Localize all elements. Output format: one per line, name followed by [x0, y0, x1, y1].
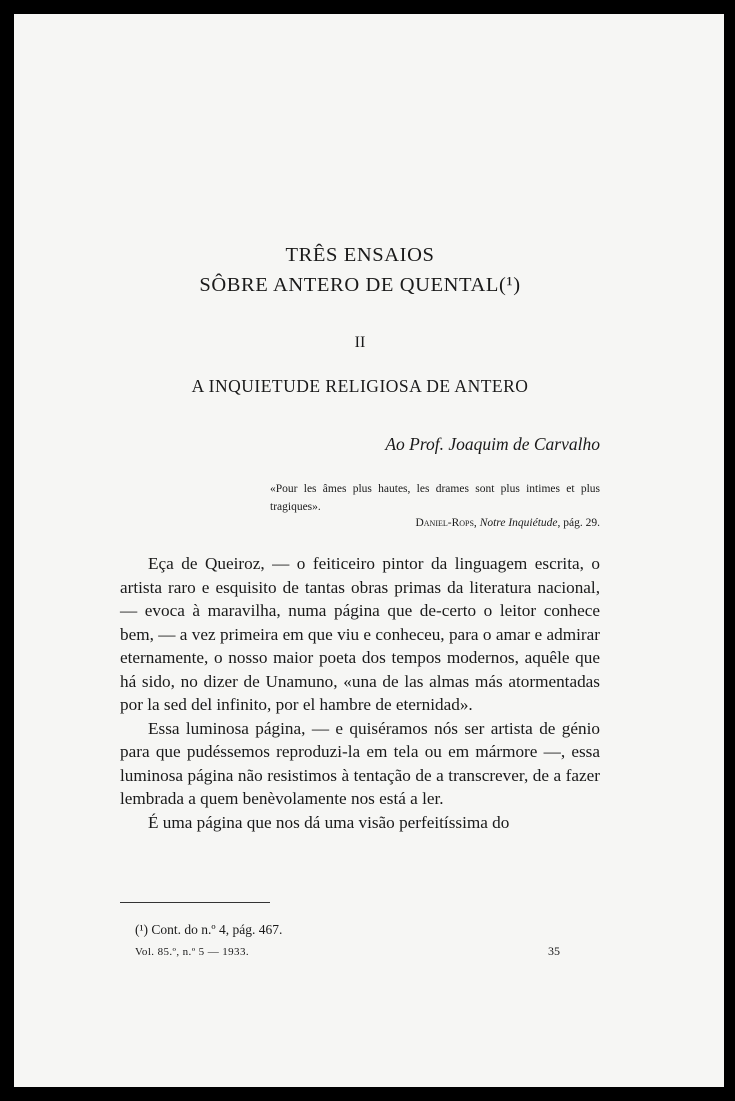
page-number: 35	[548, 944, 560, 958]
paragraph: Eça de Queiroz, — o feiticeiro pintor da linguagem escrita, o artista raro e esquisito de tantas obras primas da literatura nacional, — evoca à maravilha, numa página que de-certo o leitor conhece bem, — a vez primeira em que viu e conheceu, para o amar e admirar eternamente, o nosso maior poeta dos tempos modernos, aquêle que há sido, no dizer de Unamuno, «una de las almas más atormentadas por la sed del infinito, por el hambre de eternidad».	[120, 554, 600, 714]
dedication: Ao Prof. Joaquim de Carvalho	[385, 434, 600, 454]
document-page	[14, 14, 724, 1087]
footnote: (¹) Cont. do n.º 4, pág. 467.	[135, 922, 283, 937]
part-number: II	[354, 334, 366, 351]
chapter-subtitle: A INQUIETUDE RELIGIOSA DE ANTERO	[191, 376, 529, 396]
epigraph-page: , pág. 29.	[557, 517, 600, 529]
footnote-divider	[120, 902, 270, 903]
volume-info: Vol. 85.º, n.º 5 — 1933.	[135, 946, 250, 958]
epigraph-quote: «Pour les âmes plus hautes, les drames sont plus intimes et plus tragiques».	[270, 483, 600, 513]
epigraph-author: Daniel-Rops,	[415, 517, 477, 529]
epigraph-book: Notre Inquiétude	[479, 517, 558, 529]
body-text	[120, 552, 600, 834]
title-line-1: TRÊS ENSAIOS	[285, 244, 435, 266]
paragraph: É uma página que nos dá uma visão perfeitíssima do	[148, 812, 510, 832]
epigraph-attribution	[415, 517, 600, 529]
title-line-2: SÔBRE ANTERO DE QUENTAL(¹)	[199, 274, 521, 296]
paragraph: Essa luminosa página, — e quiséramos nós ser artista de génio para que pudéssemos reproduzi-la em tela ou em mármore —, essa luminosa página não resistimos à tentação de a transcrever, de a fazer lembrada a quem benèvolamente nos está a ler.	[120, 718, 600, 808]
